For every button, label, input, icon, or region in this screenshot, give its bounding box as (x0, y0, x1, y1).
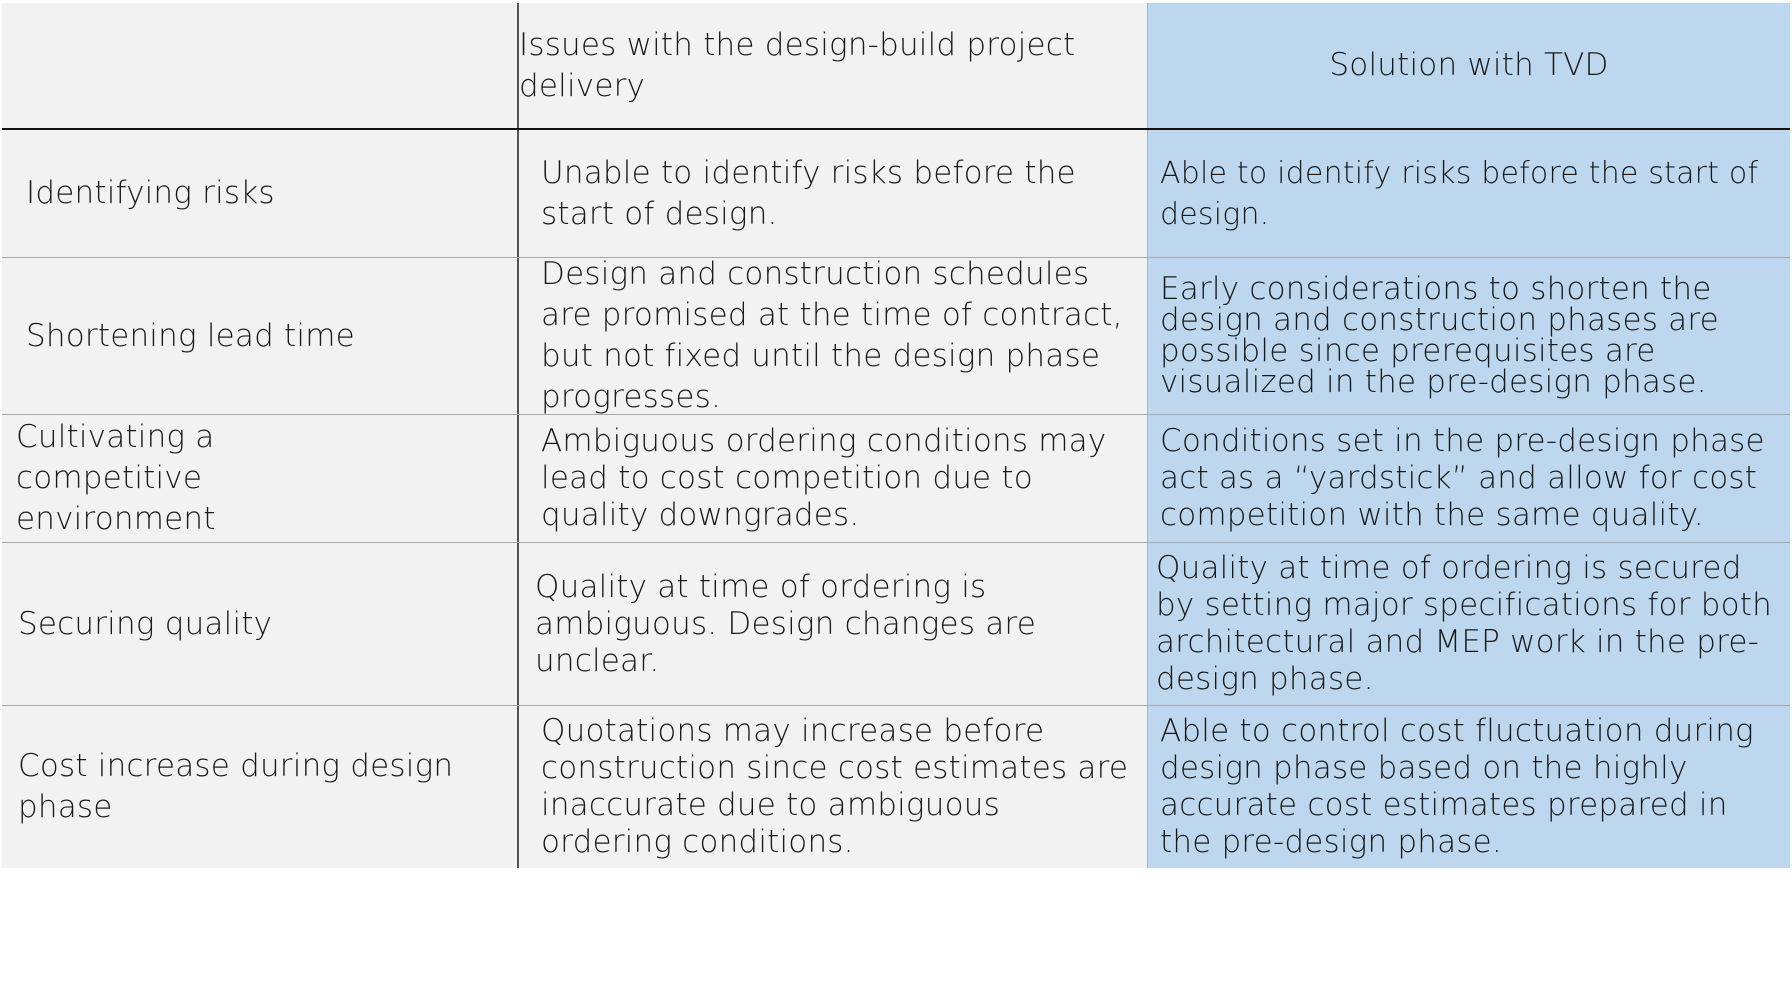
row-solution: Early considerations to shorten the design and construction phases are possible since prerequisites are visualized in the pre-design phase. (1147, 258, 1790, 414)
header-cell-solution: Solution with TVD (1147, 3, 1790, 128)
row-label: Shortening lead time (2, 258, 517, 414)
table-row (2, 130, 1790, 258)
row-issue: Ambiguous ordering conditions may lead to cost competition due to quality downgrades. (517, 415, 1147, 542)
row-solution: Able to identify risks before the start of design. (1147, 130, 1790, 257)
row-label: Securing quality (2, 543, 517, 705)
row-issue: Quotations may increase before construction since cost estimates are inaccurate due to ambiguous ordering conditions. (517, 706, 1147, 868)
header-cell-issues: Issues with the design-build project delivery (517, 3, 1147, 128)
table-row (2, 706, 1790, 868)
row-solution: Able to control cost fluctuation during design phase based on the highly accurate cost estimates prepared in the pre-design phase. (1147, 706, 1790, 868)
row-issue: Quality at time of ordering is ambiguous. Design changes are unclear. (517, 543, 1147, 705)
row-label: Cost increase during design phase (2, 706, 517, 868)
row-issue: Design and construction schedules are promised at the time of contract, but not fixed until the design phase progresses. (517, 258, 1147, 414)
row-label: Cultivating a competitive environment (2, 415, 517, 542)
row-label: Identifying risks (2, 130, 517, 257)
table-row (2, 543, 1790, 706)
table-row (2, 258, 1790, 415)
row-solution: Quality at time of ordering is secured by setting major specifications for both architectural and MEP work in the pre-design phase. (1147, 543, 1790, 705)
row-solution: Conditions set in the pre-design phase act as a “yardstick” and allow for cost competition with the same quality. (1147, 415, 1790, 542)
table-row (2, 415, 1790, 543)
header-row (2, 3, 1790, 130)
header-cell-empty (2, 3, 517, 128)
comparison-table (2, 3, 1790, 985)
row-issue: Unable to identify risks before the start of design. (517, 130, 1147, 257)
